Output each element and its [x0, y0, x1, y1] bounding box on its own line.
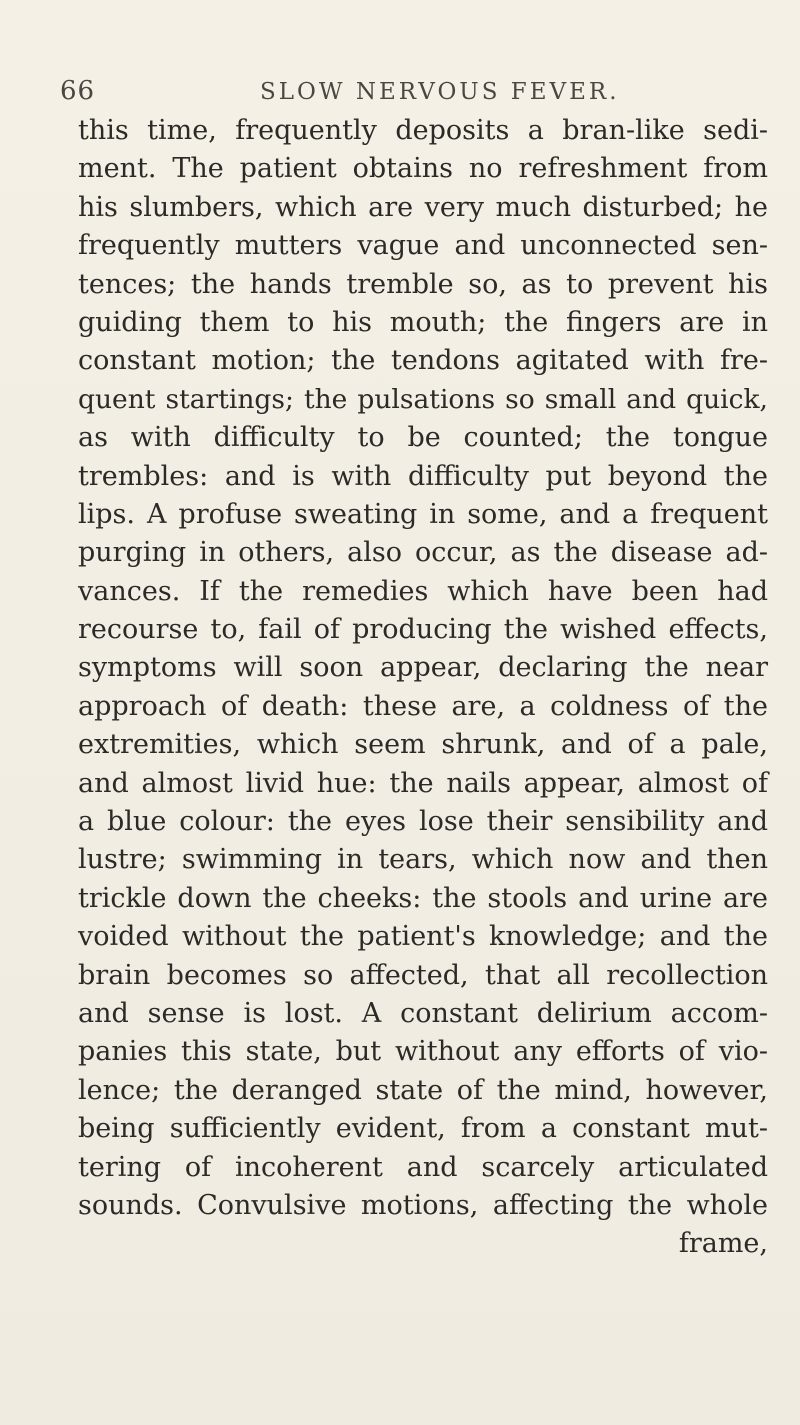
- text-line: quent startings; the pulsations so small and quick,: [78, 383, 768, 415]
- text-line: tering of incoherent and scarcely articulated: [78, 1151, 768, 1183]
- text-line: being sufficiently evident, from a constant mut-: [78, 1113, 768, 1145]
- text-line: lips. A profuse sweating in some, and a frequent: [78, 498, 768, 530]
- text-line: his slumbers, which are very much disturbed; he: [78, 191, 768, 223]
- text-line: ment. The patient obtains no refreshment from: [78, 153, 768, 185]
- text-line: vances. If the remedies which have been had: [78, 575, 768, 607]
- text-line: panies this state, but without any efforts of vio-: [78, 1036, 768, 1068]
- text-line: sounds. Convulsive motions, affecting the whole: [78, 1189, 768, 1221]
- text-line: and almost livid hue: the nails appear, almost of: [78, 767, 768, 799]
- text-line: extremities, which seem shrunk, and of a pale,: [78, 729, 768, 761]
- text-line: brain becomes so affected, that all recollection: [78, 959, 768, 991]
- text-line: as with difficulty to be counted; the tongue: [78, 422, 768, 454]
- running-title: SLOW NERVOUS FEVER.: [260, 79, 620, 105]
- text-line: lustre; swimming in tears, which now and then: [78, 844, 768, 876]
- text-line: constant motion; the tendons agitated with fre-: [78, 345, 768, 377]
- text-line: symptoms will soon appear, declaring the near: [78, 652, 768, 684]
- text-line: purging in others, also occur, as the disease ad-: [78, 537, 768, 569]
- text-line: trembles: and is with difficulty put beyond the: [78, 460, 768, 492]
- text-line: guiding them to his mouth; the fingers are in: [78, 306, 768, 338]
- text-line: a blue colour: the eyes lose their sensibility and: [78, 806, 768, 838]
- text-line: voided without the patient's knowledge; and the: [78, 921, 768, 953]
- text-line: approach of death: these are, a coldness of the: [78, 690, 768, 722]
- text-line: frequently mutters vague and unconnected sen-: [78, 230, 768, 262]
- text-line: and sense is lost. A constant delirium accom-: [78, 997, 768, 1029]
- body-text: [78, 112, 768, 1264]
- text-line: trickle down the cheeks: the stools and urine are: [78, 882, 768, 914]
- page-number: 66: [60, 76, 96, 106]
- text-line: tences; the hands tremble so, as to prevent his: [78, 268, 768, 300]
- text-line: this time, frequently deposits a bran-like sedi-: [78, 115, 768, 146]
- catchword: frame,: [678, 1228, 768, 1260]
- text-line: lence; the deranged state of the mind, however,: [78, 1074, 768, 1106]
- text-line: recourse to, fail of producing the wished effects,: [78, 614, 768, 646]
- page-header: [60, 76, 800, 116]
